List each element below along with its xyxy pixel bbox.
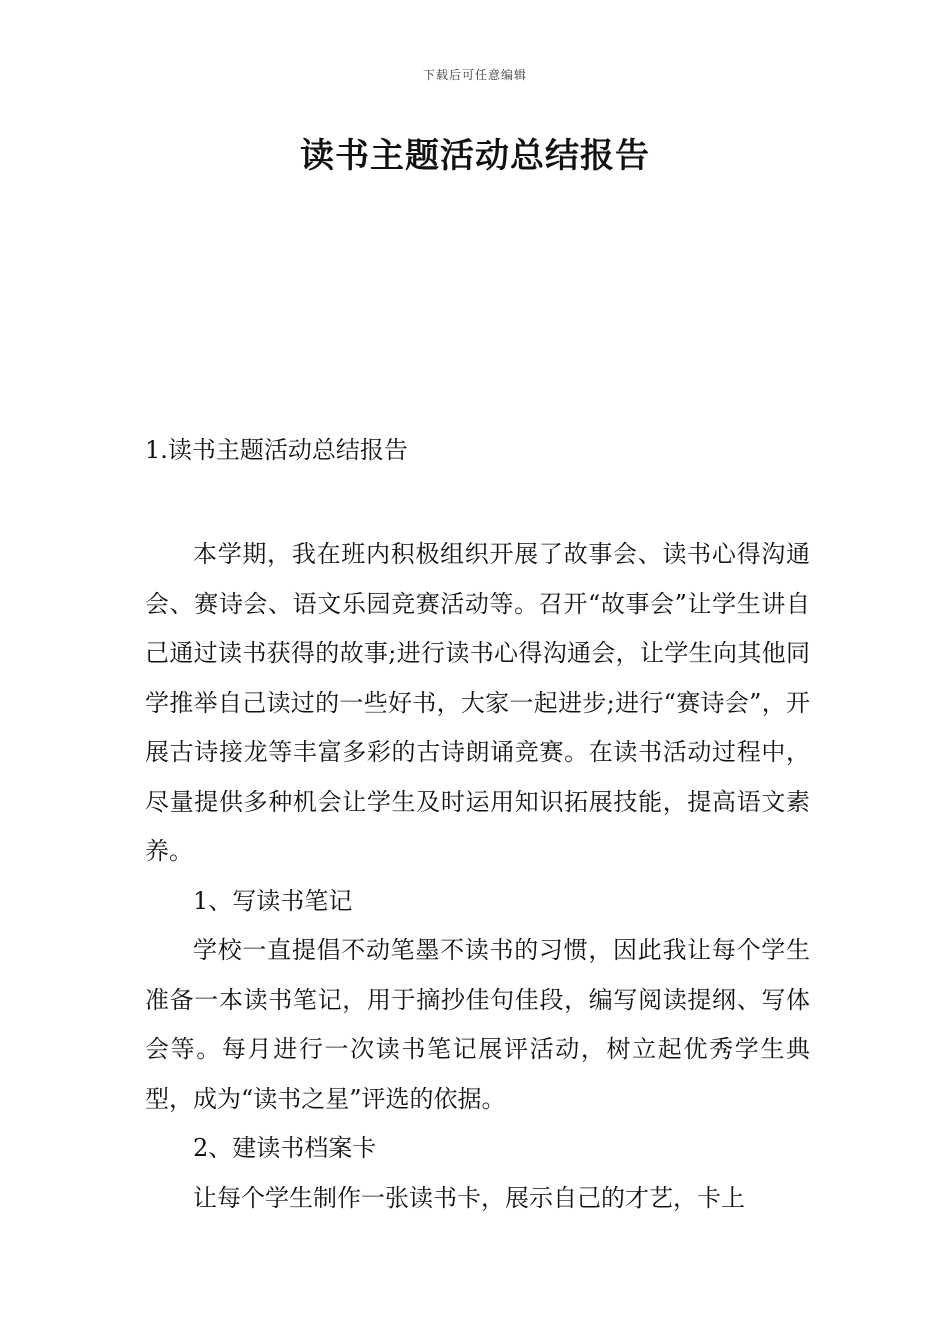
document-body	[145, 530, 810, 1223]
subheading-reading-card: 2、建读书档案卡	[193, 1134, 377, 1162]
document-title: 读书主题活动总结报告	[300, 136, 650, 176]
paragraph-intro: 本学期，我在班内积极组织开展了故事会、读书心得沟通会、赛诗会、语文乐园竞赛活动等。召开“故事会”让学生讲自己通过读书获得的故事;进行读书心得沟通会，让学生向其他同学推举自己读过的一些好书，大家一起进步;进行“赛诗会”，开展古诗接龙等丰富多彩的古诗朗诵竞赛。在读书活动过程中，尽量提供多种机会让学生及时运用知识拓展技能，提高语文素养。	[145, 540, 810, 865]
paragraph-reading-notes: 学校一直提倡不动笔墨不读书的习惯，因此我让每个学生准备一本读书笔记，用于摘抄佳句佳段，编写阅读提纲、写体会等。每月进行一次读书笔记展评活动，树立起优秀学生典型，成为“读书之星”评选的依据。	[145, 936, 810, 1113]
subheading-reading-notes: 1、写读书笔记	[193, 886, 353, 915]
paragraph-reading-card: 让每个学生制作一张读书卡，展示自己的才艺，卡上	[193, 1183, 745, 1212]
header-note: 下载后可任意编辑	[422, 68, 527, 82]
section-heading: 1.读书主题活动总结报告	[145, 436, 408, 464]
